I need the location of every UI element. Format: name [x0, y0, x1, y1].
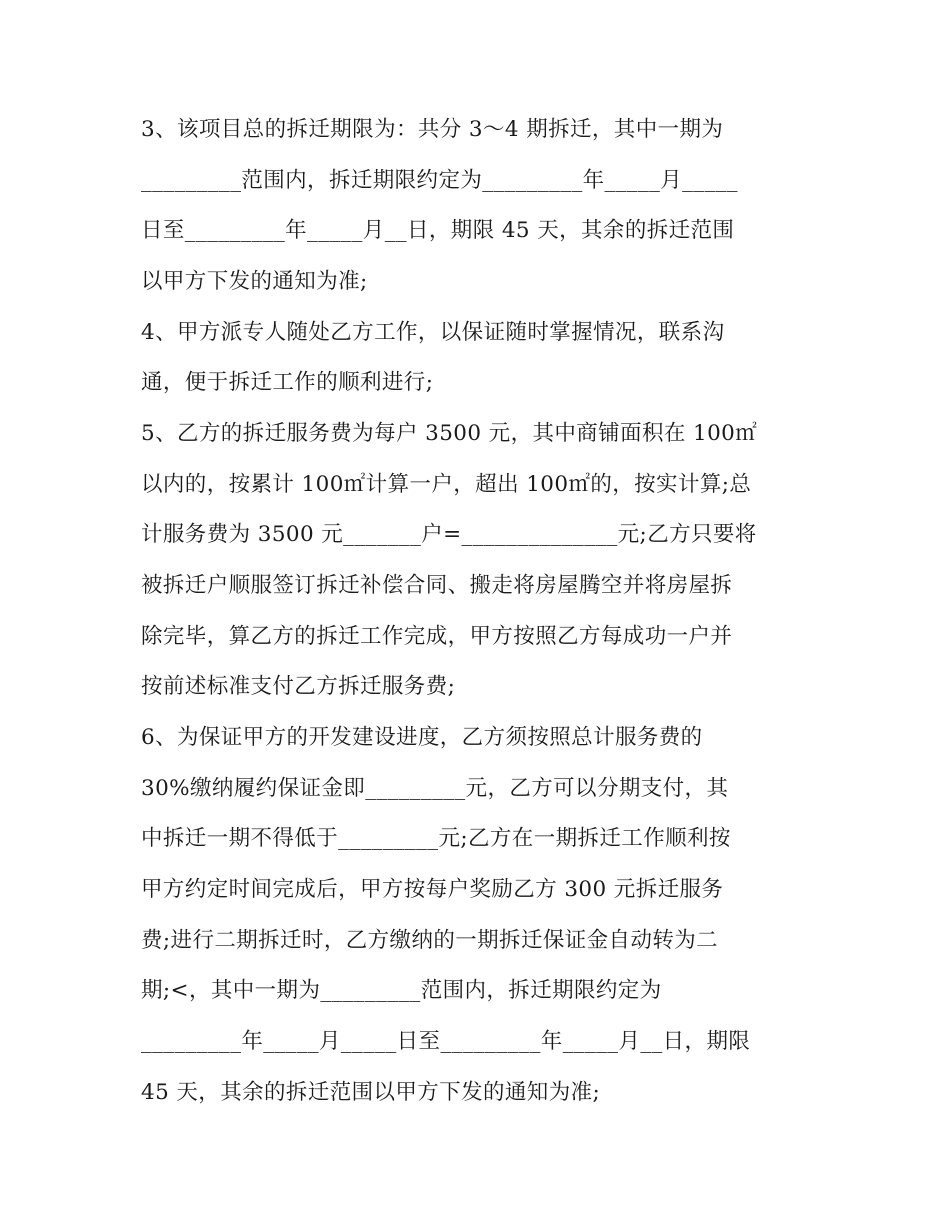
text-line: 3、该项目总的拆迁期限为：共分 3～4 期拆迁，其中一期为	[141, 117, 724, 142]
text-line: 计服务费为 3500 元_______户=______________元;乙方只要将	[141, 522, 757, 547]
text-line: _________年_____月_____日至_________年_____月__日，期限	[141, 1029, 751, 1054]
text-line: 以甲方下发的通知为准;	[141, 269, 368, 294]
text-line: 中拆迁一期不得低于_________元;乙方在一期拆迁工作顺利按	[141, 826, 731, 851]
text-line: 以内的，按累计 100㎡计算一户，超出 100㎡的，按实计算;总	[141, 472, 752, 497]
text-line: 日至_________年_____月__日，期限 45 天，其余的拆迁范围	[141, 218, 735, 243]
text-line: 按前述标准支付乙方拆迁服务费;	[141, 674, 456, 699]
text-line: 费;进行二期拆迁时，乙方缴纳的一期拆迁保证金自动转为二	[141, 928, 719, 953]
text-line: 45 天，其余的拆迁范围以甲方下发的通知为准;	[141, 1080, 601, 1105]
text-line: 30%缴纳履约保证金即_________元，乙方可以分期支付，其	[141, 776, 729, 801]
text-line: 除完毕，算乙方的拆迁工作完成，甲方按照乙方每成功一户并	[141, 624, 733, 649]
text-line: 期;<，其中一期为_________范围内，拆迁期限约定为	[141, 978, 662, 1003]
text-line: 5、乙方的拆迁服务费为每户 3500 元，其中商铺面积在 100㎡	[141, 421, 758, 446]
text-line: 6、为保证甲方的开发建设进度，乙方须按照总计服务费的	[141, 725, 703, 750]
text-line: 4、甲方派专人随处乙方工作，以保证随时掌握情况，联系沟	[141, 320, 725, 345]
text-line: 通，便于拆迁工作的顺利进行;	[141, 370, 434, 395]
text-line: _________范围内，拆迁期限约定为_________年_____月_____	[141, 168, 738, 193]
text-line: 被拆迁户顺服签订拆迁补偿合同、搬走将房屋腾空并将房屋拆	[141, 573, 733, 598]
text-line: 甲方约定时间完成后，甲方按每户奖励乙方 300 元拆迁服务	[141, 877, 724, 902]
